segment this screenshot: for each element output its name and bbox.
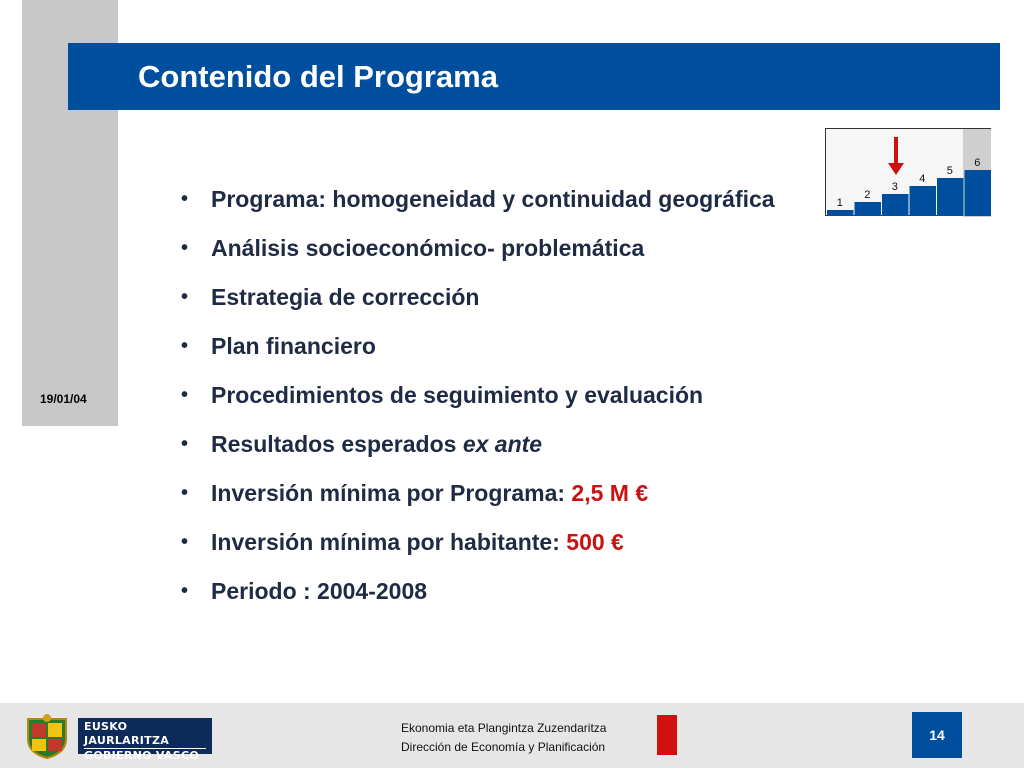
stair-step-label: 6 <box>974 157 981 169</box>
list-item <box>178 184 798 214</box>
bullet-icon: • <box>181 286 189 308</box>
title-bar <box>68 43 1000 110</box>
bullet-icon: • <box>181 384 189 406</box>
department-basque: Ekonomia eta Plangintza Zuzendaritza <box>401 721 607 735</box>
stair-step <box>855 202 882 216</box>
stair-step-label: 2 <box>864 189 871 201</box>
stair-step <box>910 186 937 216</box>
page-number: 14 <box>912 712 962 758</box>
logo-line-spanish: GOBIERNO VASCO <box>84 748 206 763</box>
stairs-svg <box>826 129 992 217</box>
list-item <box>178 429 798 459</box>
bullet-icon: • <box>181 237 189 259</box>
bullet-text: Plan financiero <box>211 333 376 359</box>
bullet-text: Programa: homogeneidad y continuidad geográfica <box>211 186 775 212</box>
bullet-icon: • <box>181 188 189 210</box>
stair-step <box>882 194 909 216</box>
list-item <box>178 233 798 263</box>
bullet-icon: • <box>181 433 189 455</box>
list-item <box>178 380 798 410</box>
logo-plate <box>78 718 212 762</box>
list-item <box>178 478 798 508</box>
stair-step <box>937 178 964 216</box>
bullet-icon: • <box>181 580 189 602</box>
coat-of-arms-icon <box>22 713 72 759</box>
stair-step-label: 3 <box>891 181 898 193</box>
gobierno-vasco-logo <box>22 713 212 762</box>
list-item <box>178 576 798 606</box>
down-arrow-icon <box>888 137 904 175</box>
bullet-text: Procedimientos de seguimiento y evaluación <box>211 382 704 408</box>
stair-step <box>827 210 854 216</box>
stair-step-label: 1 <box>836 197 843 209</box>
department-spanish: Dirección de Economía y Planificación <box>401 740 606 754</box>
bullet-text: Estrategia de corrección <box>211 284 480 310</box>
bullet-text: Inversión mínima por habitante: <box>211 529 567 555</box>
stair-step-label: 5 <box>946 165 953 177</box>
footer-department <box>401 719 606 757</box>
list-item <box>178 282 798 312</box>
bullet-text: Periodo : 2004-2008 <box>211 578 428 604</box>
footer-red-mark <box>657 715 677 755</box>
logo-line-basque: EUSKO JAURLARITZA <box>84 720 170 747</box>
list-item <box>178 527 798 557</box>
bullet-icon: • <box>181 482 189 504</box>
page-title: Contenido del Programa <box>138 59 498 94</box>
bullet-list <box>178 184 798 625</box>
investment-program-value: 2,5 M € <box>571 480 649 506</box>
bullet-text: Análisis socioeconómico- problemática <box>211 235 645 261</box>
bullet-icon: • <box>181 335 189 357</box>
progress-stairs-graphic <box>825 128 991 216</box>
stair-step-label: 4 <box>919 173 926 185</box>
list-item <box>178 331 798 361</box>
bullet-text: Inversión mínima por Programa: <box>211 480 572 506</box>
bullet-text: Resultados esperados <box>211 431 463 457</box>
slide-date: 19/01/04 <box>40 392 87 406</box>
footer <box>0 703 1024 768</box>
bullet-icon: • <box>181 531 189 553</box>
investment-inhabitant-value: 500 € <box>566 529 624 555</box>
stair-step <box>965 170 992 216</box>
bullet-italic-text: ex ante <box>462 431 543 457</box>
